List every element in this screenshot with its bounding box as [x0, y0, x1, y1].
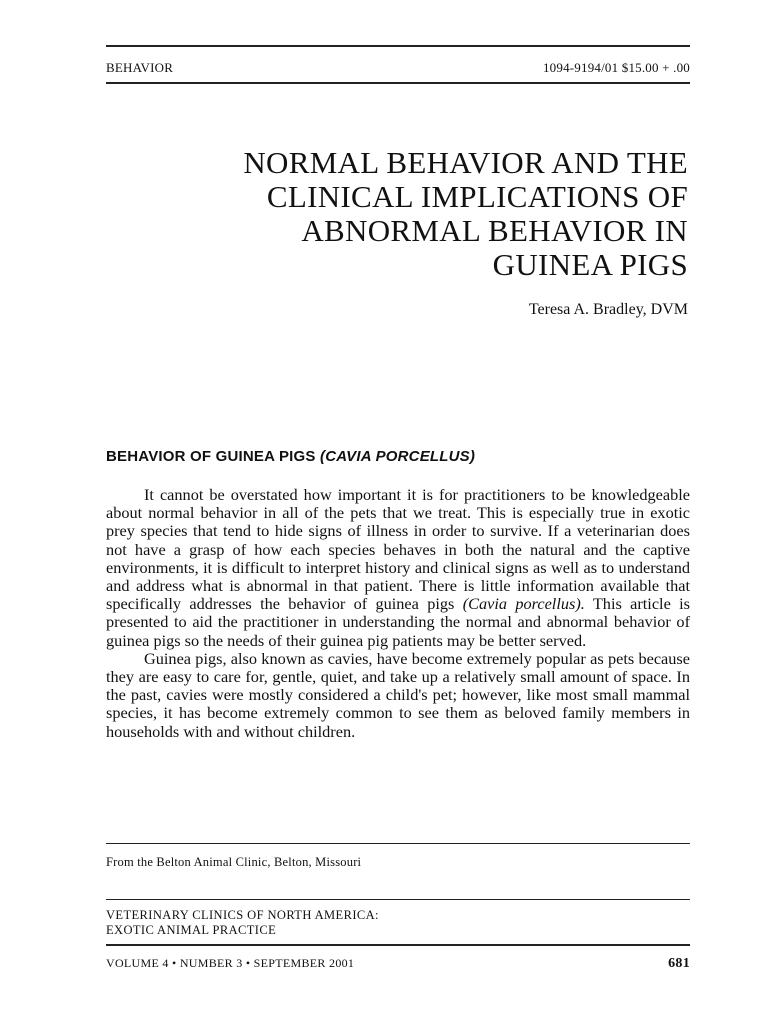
journal-rule	[106, 899, 690, 900]
running-head: BEHAVIOR	[106, 60, 174, 75]
article-code: 1094-9194/01 $15.00 + .00	[542, 60, 690, 75]
footnote: From the Belton Animal Clinic, Belton, Missouri	[106, 855, 362, 869]
title-line: ABNORMAL BEHAVIOR IN	[301, 213, 688, 248]
volume-info: VOLUME 4 • NUMBER 3 • SEPTEMBER 2001	[106, 956, 355, 970]
paragraph-text: This article is presented to aid the practitioner in understanding the normal and abnormal behavior of guinea pigs so the needs of their guinea pig patients may be better served.	[106, 594, 690, 650]
paragraph-text: It cannot be overstated how important it is for practitioners to be knowledgeable about normal behavior in all of the pets that we treat. This is especially true in exotic prey species that tend to hide signs of illness in order to survive. If a veterinarian does not have a grasp of how each species behaves in both the natural and the captive environments, it is difficult to interpret history and clinical signs as well as to understand and address what is abnormal in that patient. There is little information available that specifically addresses the behavior of guinea pigs	[106, 485, 690, 614]
article-title	[128, 146, 688, 282]
title-line: GUINEA PIGS	[492, 247, 688, 282]
journal-line: EXOTIC ANIMAL PRACTICE	[106, 923, 277, 937]
title-line: CLINICAL IMPLICATIONS OF	[266, 179, 688, 214]
page-number: 681	[668, 956, 690, 971]
footer-rule	[106, 944, 690, 946]
running-header	[106, 60, 690, 76]
section-heading-main: BEHAVIOR OF GUINEA PIGS	[106, 448, 316, 465]
top-rule	[106, 45, 690, 47]
author: Teresa A. Bradley, DVM	[528, 301, 688, 318]
section-heading	[106, 448, 475, 465]
species-name: (Cavia porcellus).	[462, 594, 585, 614]
journal-name	[106, 908, 379, 938]
paragraph	[106, 486, 690, 650]
title-line: NORMAL BEHAVIOR AND THE	[243, 145, 688, 180]
page-footer	[106, 956, 690, 972]
journal-line: VETERINARY CLINICS OF NORTH AMERICA:	[106, 908, 379, 922]
paragraph: Guinea pigs, also known as cavies, have become extremely popular as pets because they are easy to care for, gentle, quiet, and take up a relatively small amount of space. In the past, cavies were mostly considered a child's pet; however, like most small mammal species, it has become extremely common to see them as beloved family members in households with and without children.	[106, 648, 690, 741]
header-rule	[106, 82, 690, 84]
body-text	[106, 486, 690, 741]
section-heading-italic: (CAVIA PORCELLUS)	[320, 448, 476, 465]
footnote-rule	[106, 843, 690, 844]
